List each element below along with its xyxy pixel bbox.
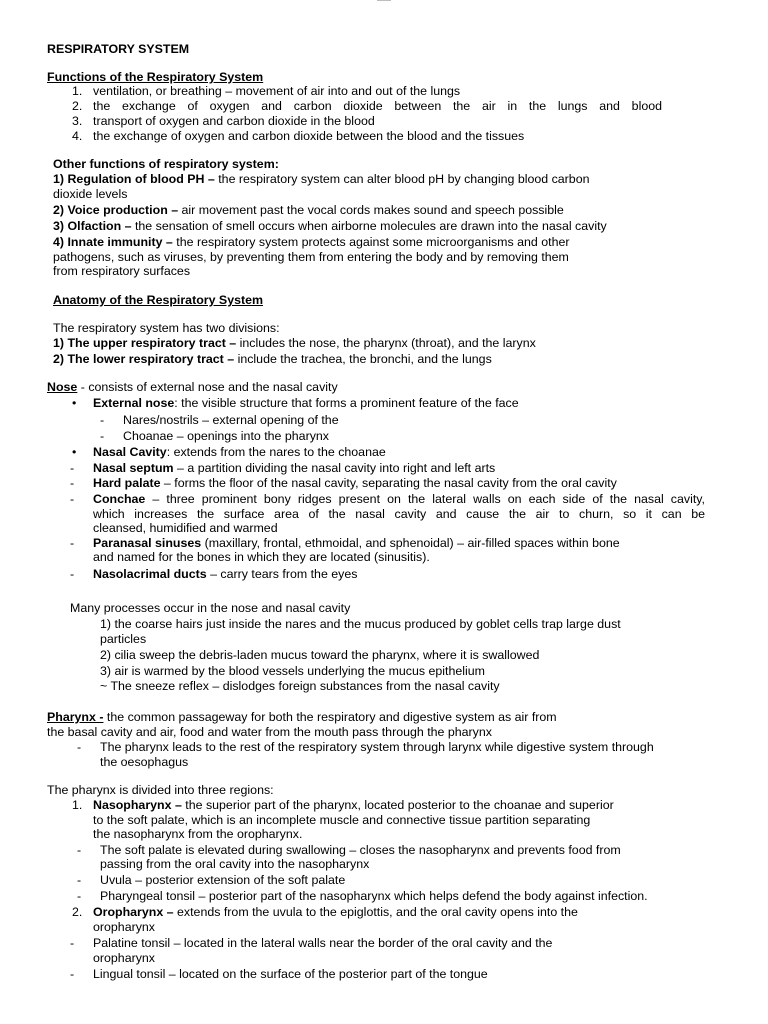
conchae-continuation: cleansed, humidified and warmed	[93, 521, 278, 535]
bullet: •	[72, 396, 77, 410]
process-item: 2) cilia sweep the debris-laden mucus toward the pharynx, where it is swallowed	[100, 648, 540, 662]
dash-marker: -	[70, 536, 75, 550]
oropharynx-continuation: oropharynx	[93, 920, 155, 934]
dash-marker: -	[100, 429, 105, 443]
dash-marker: -	[70, 476, 75, 490]
list-number: 4.	[72, 129, 83, 143]
dash-marker: -	[100, 413, 105, 427]
dash-marker: -	[77, 740, 82, 754]
dash-marker: -	[70, 967, 75, 981]
anatomy-heading: Anatomy of the Respiratory System	[53, 293, 264, 307]
pharynx-continuation: the basal cavity and air, food and water from the mouth pass through the pharynx	[47, 725, 492, 739]
oropharynx-item: Oropharynx – extends from the uvula to the epiglottis, and the oral cavity opens into the	[93, 905, 578, 919]
pharyngeal-tonsil-item: Pharyngeal tonsil – posterior part of the nasopharynx which helps defend the body against infection.	[100, 889, 648, 903]
regions-intro: The pharynx is divided into three regions:	[47, 783, 274, 797]
dash-marker: -	[70, 461, 75, 475]
process-item: ~ The sneeze reflex – dislodges foreign substances from the nasal cavity	[100, 679, 500, 693]
conchae-continuation: which increases the surface area of the nasal cavity and cause the air to churn, so it can be	[93, 507, 705, 521]
lingual-tonsil-item: Lingual tonsil – located on the surface of the posterior part of the tongue	[93, 967, 488, 981]
process-item: 1) the coarse hairs just inside the nares and the mucus produced by goblet cells trap large dust	[100, 617, 621, 631]
palatine-continuation: oropharynx	[93, 951, 155, 965]
nasal-septum-item: Nasal septum – a partition dividing the nasal cavity into right and left arts	[93, 461, 496, 475]
document-title: RESPIRATORY SYSTEM	[47, 42, 190, 56]
nose-section: Nose - consists of external nose and the nasal cavity	[47, 380, 338, 394]
other-function-item: 3) Olfaction – the sensation of smell occurs when airborne molecules are drawn into the nasal cavity	[53, 219, 607, 233]
dash-marker: -	[77, 889, 82, 903]
soft-palate-continuation: passing from the oral cavity into the nasopharynx	[100, 857, 370, 871]
list-number: 1.	[72, 798, 83, 812]
other-functions-heading: Other functions of respiratory system:	[53, 157, 279, 171]
list-number: 2.	[72, 905, 83, 919]
pharynx-lead-continuation: the oesophagus	[100, 755, 189, 769]
function-item: the exchange of oxygen and carbon dioxide between the blood and the tissues	[93, 129, 525, 143]
pharynx-section: Pharynx - the common passageway for both the respiratory and digestive system as air from	[47, 710, 557, 724]
processes-intro: Many processes occur in the nose and nasal cavity	[70, 601, 351, 615]
other-function-item: 2) Voice production – air movement past the vocal cords makes sound and speech possible	[53, 203, 564, 217]
nose-subitem: Choanae – openings into the pharynx	[123, 429, 329, 443]
other-function-continuation: from respiratory surfaces	[53, 264, 191, 278]
nasopharynx-continuation: to the soft palate, which is an incomplete muscle and connective tissue partition separating	[93, 813, 591, 827]
function-item: transport of oxygen and carbon dioxide in the blood	[93, 114, 375, 128]
list-number: 1.	[72, 84, 83, 98]
list-number: 2.	[72, 99, 83, 113]
dash-marker: -	[70, 492, 75, 506]
functions-heading: Functions of the Respiratory System	[47, 70, 264, 84]
conchae-item: Conchae – three prominent bony ridges present on the lateral walls on each side of the nasal cavity,	[93, 492, 705, 506]
paranasal-sinuses-item: Paranasal sinuses (maxillary, frontal, ethmoidal, and sphenoidal) – air-filled spaces within bone	[93, 536, 620, 550]
other-function-continuation: pathogens, such as viruses, by preventing them from entering the body and by removing them	[53, 250, 569, 264]
nose-subitem: Nares/nostrils – external opening of the	[123, 413, 339, 427]
other-function-item: 4) Innate immunity – the respiratory system protects against some microorganisms and other	[53, 235, 570, 249]
external-nose-item: External nose: the visible structure that forms a prominent feature of the face	[93, 396, 519, 410]
nasopharynx-item: Nasopharynx – the superior part of the pharynx, located posterior to the choanae and superior	[93, 798, 614, 812]
list-number: 3.	[72, 114, 83, 128]
nasopharynx-continuation: the nasopharynx from the oropharynx.	[93, 827, 303, 841]
dash-marker: -	[77, 873, 82, 887]
hard-palate-item: Hard palate – forms the floor of the nasal cavity, separating the nasal cavity from the oral cavity	[93, 476, 617, 490]
dash-marker: -	[70, 567, 75, 581]
division-item: 2) The lower respiratory tract – include the trachea, the bronchi, and the lungs	[53, 352, 492, 366]
palatine-tonsil-item: Palatine tonsil – located in the lateral walls near the border of the oral cavity and the	[93, 936, 553, 950]
nasolacrimal-item: Nasolacrimal ducts – carry tears from the eyes	[93, 567, 358, 581]
function-item: the exchange of oxygen and carbon dioxide between the air in the lungs and blood	[93, 99, 662, 113]
paranasal-continuation: and named for the bones in which they are located (sinusitis).	[93, 550, 430, 564]
dash-marker: -	[77, 843, 82, 857]
other-function-continuation: dioxide levels	[53, 187, 128, 201]
pharynx-lead-item: The pharynx leads to the rest of the respiratory system through larynx while digestive system through	[100, 740, 654, 754]
process-continuation: particles	[100, 632, 147, 646]
process-item: 3) air is warmed by the blood vessels underlying the mucus epithelium	[100, 664, 485, 678]
uvula-item: Uvula – posterior extension of the soft palate	[100, 873, 346, 887]
page-top-mark	[377, 0, 391, 1]
soft-palate-item: The soft palate is elevated during swallowing – closes the nasopharynx and prevents food from	[100, 843, 621, 857]
bullet: •	[72, 445, 77, 459]
dash-marker: -	[70, 936, 75, 950]
divisions-intro: The respiratory system has two divisions:	[53, 321, 280, 335]
function-item: ventilation, or breathing – movement of air into and out of the lungs	[93, 84, 461, 98]
nasal-cavity-item: Nasal Cavity: extends from the nares to the choanae	[93, 445, 386, 459]
other-function-item: 1) Regulation of blood PH – the respiratory system can alter blood pH by changing blood carbon	[53, 172, 590, 186]
division-item: 1) The upper respiratory tract – includes the nose, the pharynx (throat), and the larynx	[53, 336, 536, 350]
